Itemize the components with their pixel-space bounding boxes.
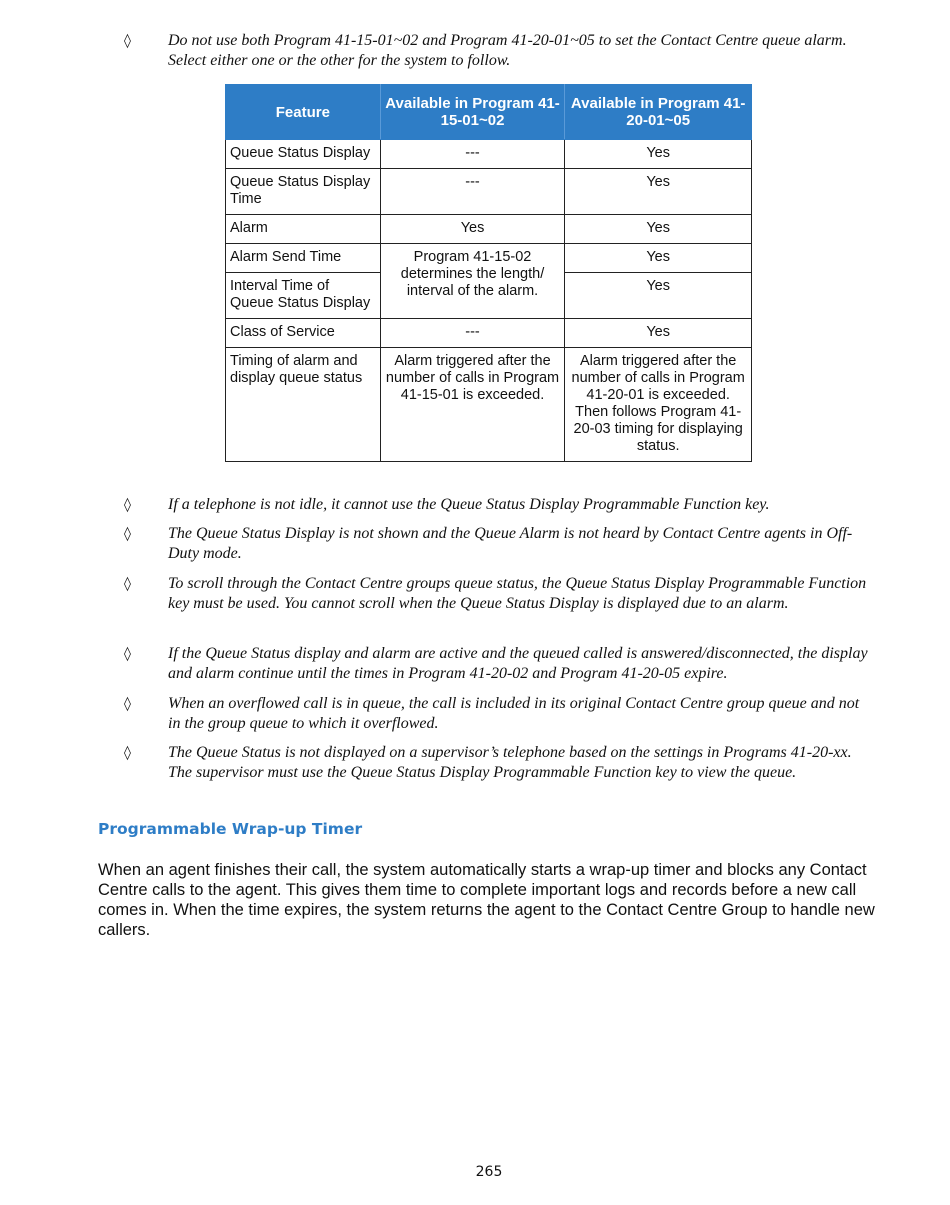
program-41-20-cell: Yes — [565, 140, 752, 169]
diamond-bullet-icon: ◊ — [124, 526, 131, 542]
feature-cell: Alarm Send Time — [226, 244, 381, 273]
program-41-20-cell: Yes — [565, 169, 752, 215]
diamond-bullet-icon: ◊ — [124, 646, 131, 662]
page-number: 265 — [475, 1164, 503, 1180]
note-text: The Queue Status is not displayed on a supervisor’s telephone based on the settings in Programs 41-20-xx. The supervisor must use the Queue Status Display Programmable Function key to view the queue. — [168, 744, 852, 781]
program-41-15-cell: --- — [380, 140, 565, 169]
note-text: The Queue Status Display is not shown and the Queue Alarm is not heard by Contact Centre agents in Off-Duty mode. — [168, 525, 853, 562]
program-41-15-cell: --- — [380, 319, 565, 348]
program-41-20-cell: Yes — [565, 244, 752, 273]
program-41-15-cell: Yes — [380, 215, 565, 244]
table-row — [226, 140, 752, 169]
feature-cell: Queue Status Display Time — [226, 169, 381, 215]
note-text: If a telephone is not idle, it cannot use the Queue Status Display Programmable Function key. — [168, 496, 770, 513]
diamond-bullet-icon: ◊ — [124, 745, 131, 761]
diamond-bullet-icon: ◊ — [124, 497, 131, 513]
section-paragraph: When an agent finishes their call, the system automatically starts a wrap-up timer and blocks any Contact Centre calls to the agent. This gives them time to complete important logs and records before a new call comes in. When the time expires, the system returns the agent to the Contact Centre Group to handle new callers. — [98, 861, 875, 939]
table-row — [226, 348, 752, 462]
table-row — [226, 169, 752, 215]
program-41-15-cell: --- — [380, 169, 565, 215]
program-41-15-merged-cell: Program 41-15-02 determines the length/ interval of the alarm. — [380, 244, 565, 319]
diamond-bullet-icon: ◊ — [124, 696, 131, 712]
feature-cell: Queue Status Display — [226, 140, 381, 169]
table-row — [226, 215, 752, 244]
column-header: Feature — [226, 85, 381, 140]
program-41-15-cell: Alarm triggered after the number of calls in Program 41-15-01 is exceeded. — [380, 348, 565, 462]
feature-cell: Class of Service — [226, 319, 381, 348]
table-row — [226, 319, 752, 348]
note-text: When an overflowed call is in queue, the call is included in its original Contact Centre group queue and not in the group queue to which it overflowed. — [168, 695, 860, 732]
feature-cell: Alarm — [226, 215, 381, 244]
feature-cell: Timing of alarm and display queue status — [226, 348, 381, 462]
diamond-bullet-icon: ◊ — [124, 576, 131, 592]
note-text: Do not use both Program 41-15-01~02 and Program 41-20-01~05 to set the Contact Centre queue alarm. Select either one or the other for the system to follow. — [168, 32, 847, 69]
column-header: Available in Program 41-15-01~02 — [380, 85, 565, 140]
table-row — [226, 244, 752, 273]
section-heading: Programmable Wrap-up Timer — [98, 820, 363, 838]
diamond-bullet-icon: ◊ — [124, 33, 131, 49]
feature-cell: Interval Time of Queue Status Display — [226, 273, 381, 319]
program-41-20-cell: Yes — [565, 273, 752, 319]
table-header-row — [226, 85, 752, 140]
program-41-20-cell: Yes — [565, 215, 752, 244]
program-41-20-cell: Yes — [565, 319, 752, 348]
feature-comparison-table — [225, 84, 752, 462]
column-header: Available in Program 41-20-01~05 — [565, 85, 752, 140]
note-text: If the Queue Status display and alarm are active and the queued called is answered/disconnected, the display and alarm continue until the times in Program 41-20-02 and Program 41-20-05 expire. — [168, 645, 868, 682]
note-text: To scroll through the Contact Centre groups queue status, the Queue Status Display Programmable Function key must be used. You cannot scroll when the Queue Status Display is displayed due to an alarm. — [168, 575, 867, 612]
program-41-20-cell: Alarm triggered after the number of calls in Program 41-20-01 is exceeded. Then follows Program 41-20-03 timing for displaying status. — [565, 348, 752, 462]
